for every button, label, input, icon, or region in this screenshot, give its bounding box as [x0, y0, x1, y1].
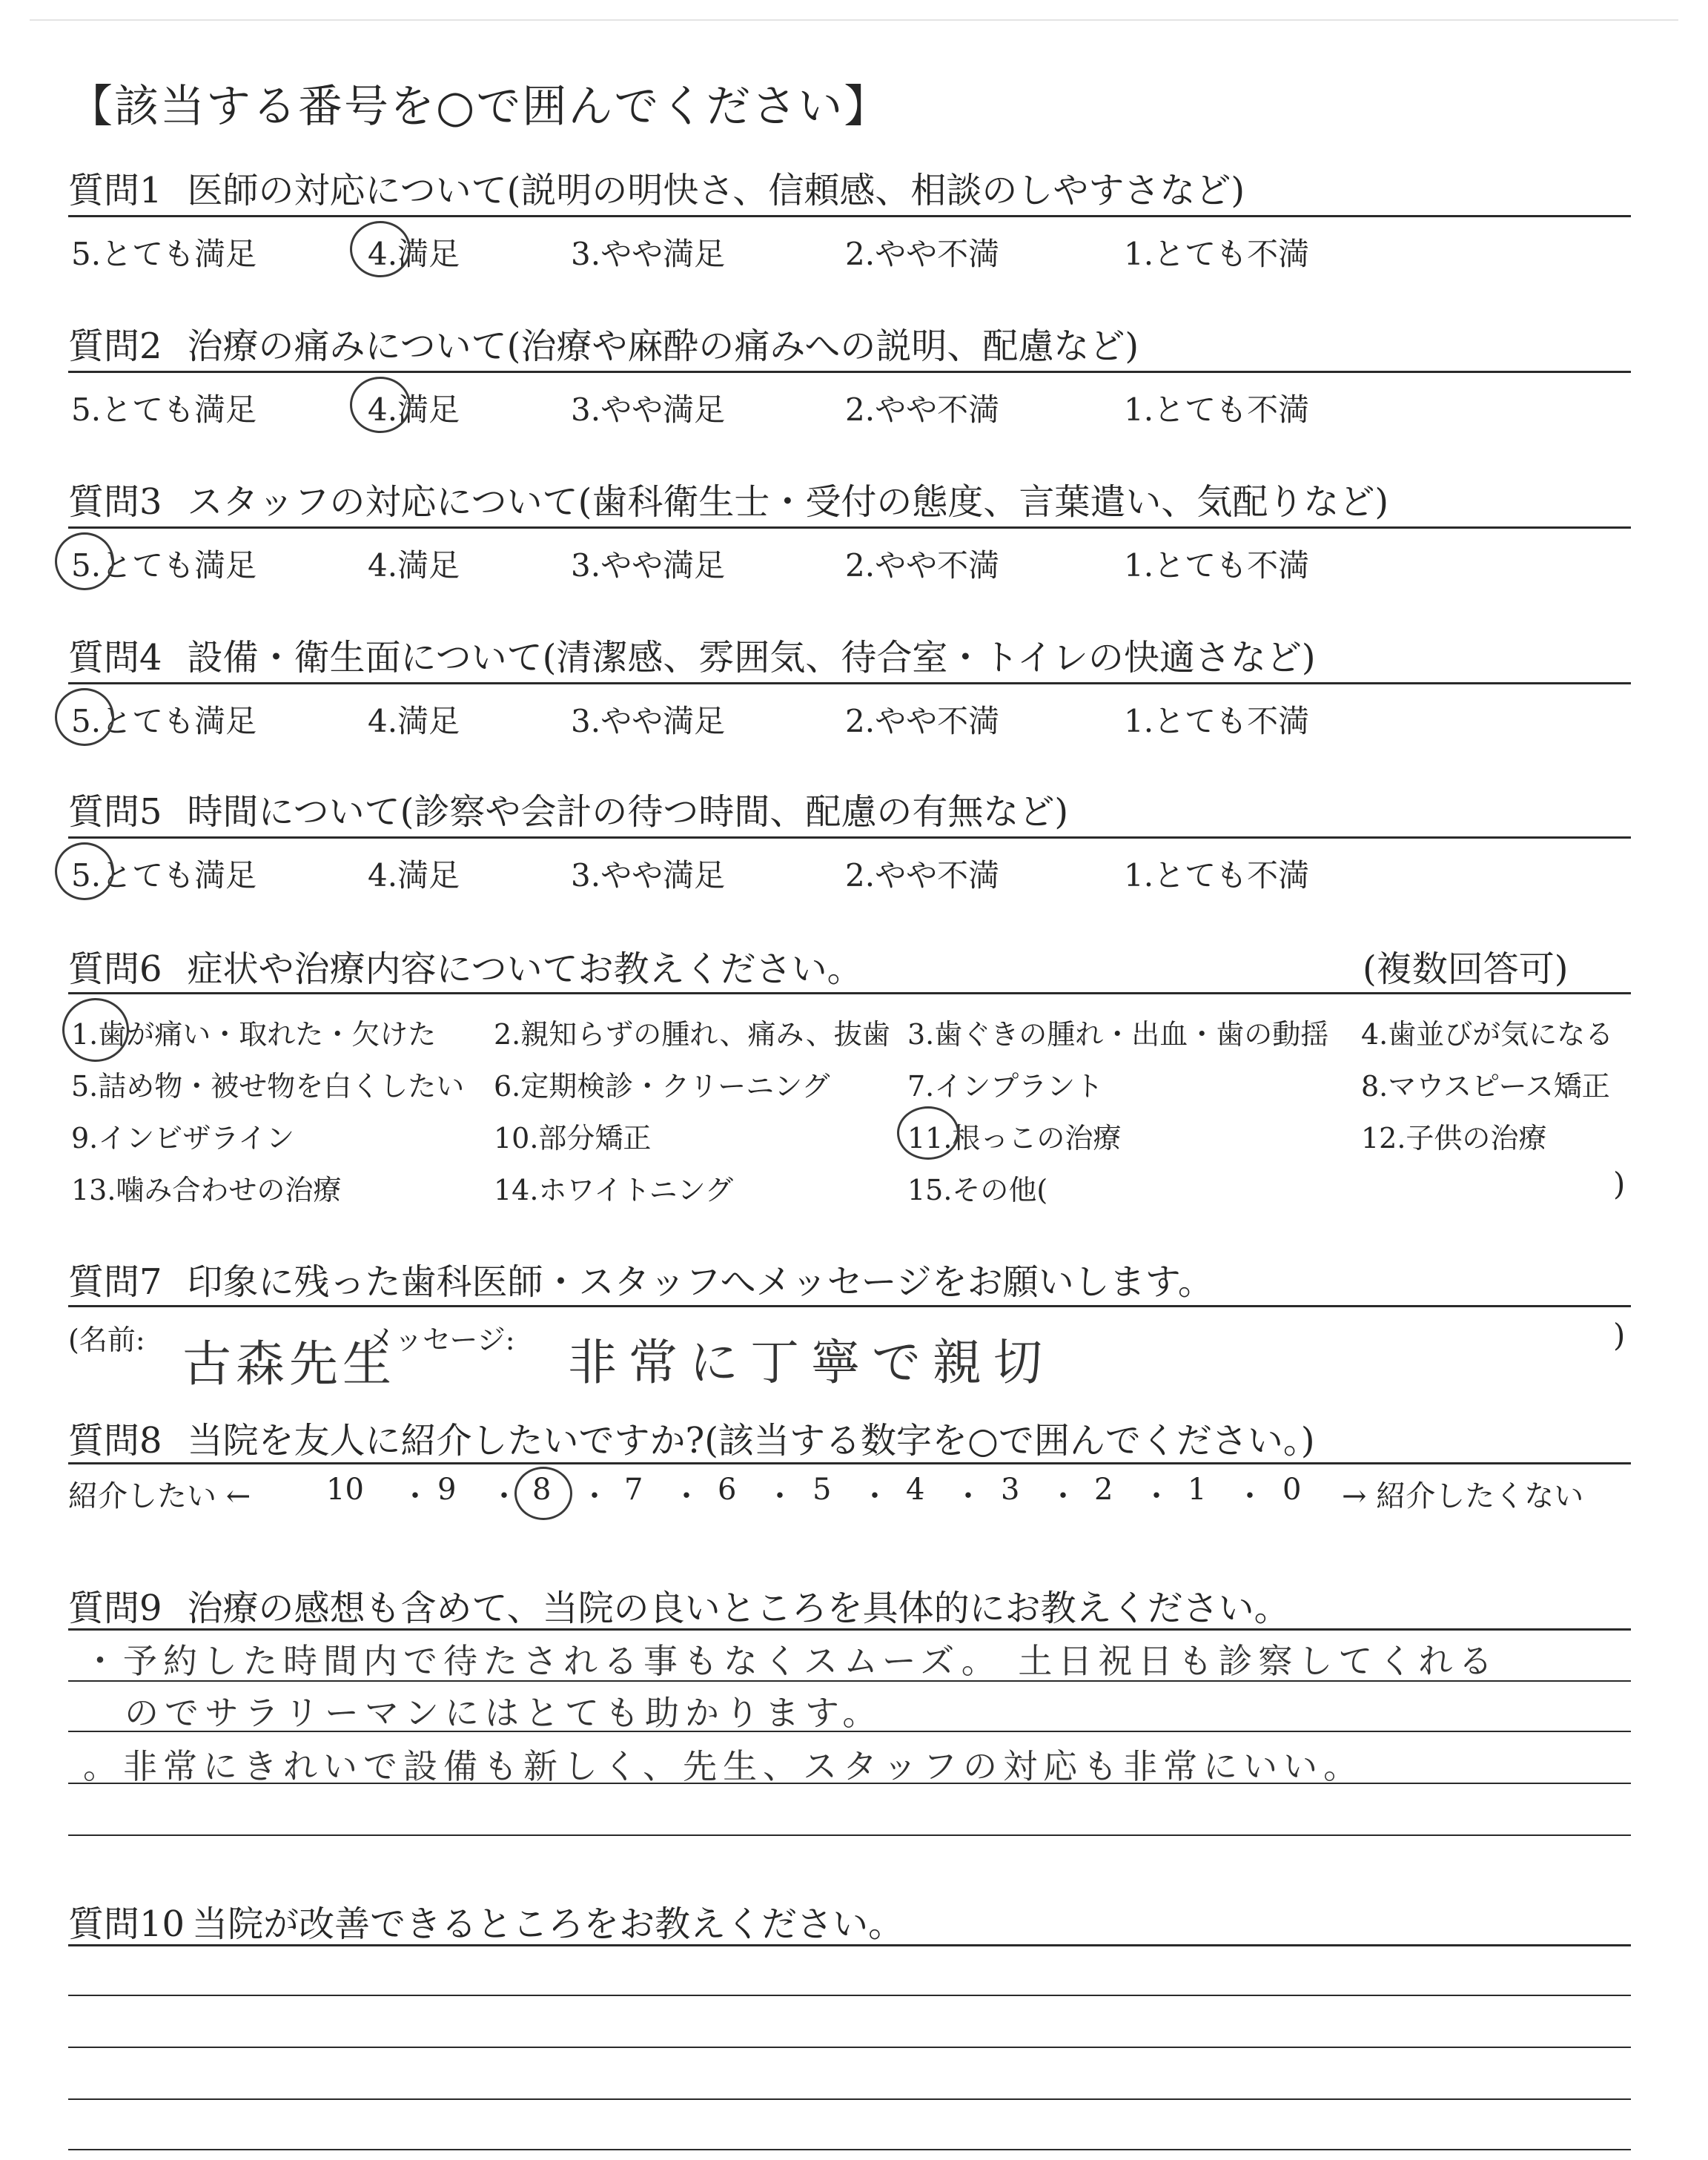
question-8-rule [68, 1462, 1631, 1464]
question-3-label: 質問3 [68, 481, 162, 523]
question-9-rule [68, 1628, 1631, 1631]
q9-answer-line-4 [68, 1834, 1631, 1836]
recommend-right-label: → 紹介したくない [1342, 1479, 1584, 1513]
q1-option-3[interactable]: 3.やや満足 [571, 236, 726, 272]
q9-answer-text-1[interactable]: ・予約した時間内で待たされる事もなくスムーズ。 土日祝日も診察してくれる [83, 1641, 1499, 1681]
scale-1[interactable]: 1 [1188, 1473, 1207, 1507]
q6-selection-circle-1 [62, 998, 129, 1062]
question-1-label: 質問1 [68, 170, 162, 211]
q6-option-14[interactable]: 14.ホワイトニング [494, 1174, 734, 1206]
question-3-rule [68, 526, 1631, 529]
q6-option-2[interactable]: 2.親知らずの腫れ、痛み、抜歯 [494, 1018, 890, 1051]
scale-dot: ・ [765, 1479, 795, 1513]
q1-option-4[interactable]: 4.満足 [368, 236, 460, 272]
q4-option-5[interactable]: 5.とても満足 [71, 703, 257, 739]
q4-selection-circle [55, 688, 114, 746]
message-value[interactable]: 非常に丁寧で親切 [568, 1334, 1054, 1391]
q2-selection-circle [350, 377, 411, 433]
q4-option-1[interactable]: 1.とても不満 [1124, 703, 1310, 739]
question-4-text: 設備・衛生面について(清潔感、雰囲気、待合室・トイレの快適さなど) [187, 637, 1316, 678]
scale-dot: ・ [1048, 1479, 1078, 1513]
question-2-rule [68, 371, 1631, 373]
q10-answer-line-4 [68, 2149, 1631, 2150]
scale-dot: ・ [1142, 1479, 1171, 1513]
scale-5[interactable]: 5 [812, 1473, 832, 1507]
q4-option-4[interactable]: 4.満足 [368, 703, 460, 739]
q6-option-5[interactable]: 5.詰め物・被せ物を白くしたい [71, 1070, 465, 1103]
q6-option-10[interactable]: 10.部分矯正 [494, 1122, 652, 1155]
name-value[interactable]: 古森先生 [182, 1335, 396, 1393]
question-8-text: 当院を友人に紹介したいですか?(該当する数字を○で囲んでください。) [187, 1420, 1315, 1462]
question-10-text: 当院が改善できるところをお教えください。 [192, 1903, 904, 1945]
question-5-label: 質問5 [68, 791, 162, 833]
q6-option-15[interactable]: 15.その他( [907, 1174, 1048, 1206]
q6-option-7[interactable]: 7.インプラント [907, 1070, 1104, 1103]
q5-option-1[interactable]: 1.とても不満 [1124, 857, 1310, 894]
question-10-label: 質問10 [68, 1903, 185, 1945]
q1-option-2[interactable]: 2.やや不満 [845, 236, 1000, 272]
q3-selection-circle [55, 532, 114, 590]
q2-option-3[interactable]: 3.やや満足 [571, 392, 726, 428]
q6-option-13[interactable]: 13.噛み合わせの治療 [71, 1174, 342, 1206]
question-4-title [68, 629, 1316, 680]
q2-option-4[interactable]: 4.満足 [368, 392, 460, 428]
q6-option-6[interactable]: 6.定期検診・クリーニング [494, 1070, 830, 1103]
question-2-label: 質問2 [68, 326, 162, 367]
question-6-rule [68, 992, 1631, 994]
q10-answer-line-2 [68, 2047, 1631, 2048]
name-label: (名前: [68, 1324, 145, 1356]
question-6-title [68, 940, 863, 991]
scale-10[interactable]: 10 [326, 1473, 364, 1507]
q3-option-4[interactable]: 4.満足 [368, 547, 460, 584]
q6-option-3[interactable]: 3.歯ぐきの腫れ・出血・歯の動揺 [907, 1018, 1329, 1051]
q10-answer-line-3 [68, 2098, 1631, 2100]
question-6-text: 症状や治療内容についてお教えください。 [187, 948, 863, 990]
question-7-label: 質問7 [68, 1261, 162, 1303]
question-9-label: 質問9 [68, 1588, 162, 1629]
scale-4[interactable]: 4 [906, 1473, 925, 1507]
q5-option-3[interactable]: 3.やや満足 [571, 857, 726, 894]
scale-6[interactable]: 6 [718, 1473, 737, 1507]
question-4-rule [68, 682, 1631, 684]
question-1-rule [68, 215, 1631, 217]
message-close-paren: ) [1613, 1317, 1626, 1353]
question-4-label: 質問4 [68, 637, 162, 678]
q5-selection-circle [55, 842, 114, 900]
scale-2[interactable]: 2 [1094, 1473, 1113, 1507]
question-3-text: スタッフの対応について(歯科衛生士・受付の態度、言葉遣い、気配りなど) [187, 481, 1389, 523]
q2-option-2[interactable]: 2.やや不満 [845, 392, 1000, 428]
question-7-text: 印象に残った歯科医師・スタッフへメッセージをお願いします。 [187, 1261, 1214, 1303]
scale-dot: ・ [672, 1479, 701, 1513]
q9-answer-text-3[interactable]: 。非常にきれいで設備も新しく、先生、スタッフの対応も非常にいい。 [83, 1746, 1364, 1786]
question-8-label: 質問8 [68, 1420, 162, 1462]
scale-dot: ・ [489, 1479, 519, 1513]
question-3-title [68, 473, 1388, 524]
q6-option-1[interactable]: 1.歯が痛い・取れた・欠けた [71, 1018, 437, 1051]
question-7-title [68, 1253, 1214, 1304]
question-9-title [68, 1579, 1290, 1631]
q1-option-5[interactable]: 5.とても満足 [71, 236, 257, 272]
q6-option-11[interactable]: 11.根っこの治療 [907, 1122, 1122, 1155]
top-border [30, 19, 1678, 21]
q3-option-2[interactable]: 2.やや不満 [845, 547, 1000, 584]
q5-option-5[interactable]: 5.とても満足 [71, 857, 257, 894]
q10-answer-line-1 [68, 1995, 1631, 1996]
q2-option-5[interactable]: 5.とても満足 [71, 392, 257, 428]
q9-answer-text-2[interactable]: のでサラリーマンにはとても助かります。 [125, 1693, 883, 1733]
question-1-title [68, 162, 1245, 213]
q2-option-1[interactable]: 1.とても不満 [1124, 392, 1310, 428]
scale-dot: ・ [1235, 1479, 1265, 1513]
recommend-left-label: 紹介したい ← [68, 1479, 251, 1513]
message-label: メッセージ: [366, 1324, 515, 1356]
q6-other-close-paren: ) [1613, 1166, 1626, 1202]
question-8-title [68, 1412, 1315, 1463]
scale-3[interactable]: 3 [1001, 1473, 1020, 1507]
q4-option-3[interactable]: 3.やや満足 [571, 703, 726, 739]
scale-dot: ・ [860, 1479, 890, 1513]
q6-option-8[interactable]: 8.マウスピース矯正 [1361, 1070, 1610, 1103]
question-6-label: 質問6 [68, 948, 162, 990]
question-5-rule [68, 836, 1631, 839]
q4-option-2[interactable]: 2.やや不満 [845, 703, 1000, 739]
q6-selection-circle-11 [897, 1106, 959, 1160]
question-9-text: 治療の感想も含めて、当院の良いところを具体的にお教えください。 [187, 1588, 1290, 1629]
multiple-answer-note: (複数回答可) [1363, 948, 1569, 990]
scale-7[interactable]: 7 [624, 1473, 643, 1507]
scale-9[interactable]: 9 [437, 1473, 457, 1507]
scale-8[interactable]: 8 [532, 1473, 552, 1507]
question-10-title [68, 1895, 904, 1946]
question-10-rule [68, 1944, 1631, 1946]
scale-dot: ・ [400, 1479, 430, 1513]
q3-option-5[interactable]: 5.とても満足 [71, 547, 257, 584]
question-2-text: 治療の痛みについて(治療や麻酔の痛みへの説明、配慮など) [187, 326, 1139, 367]
q8-selection-circle [514, 1467, 572, 1520]
question-5-text: 時間について(診察や会計の待つ時間、配慮の有無など) [187, 791, 1069, 833]
q3-option-1[interactable]: 1.とても不満 [1124, 547, 1310, 584]
q6-option-9[interactable]: 9.インビザライン [71, 1122, 295, 1155]
q5-option-4[interactable]: 4.満足 [368, 857, 460, 894]
q6-option-4[interactable]: 4.歯並びが気になる [1361, 1018, 1614, 1051]
q5-option-2[interactable]: 2.やや不満 [845, 857, 1000, 894]
page-title: 【該当する番号を○で囲んでください】 [68, 81, 890, 133]
scale-0[interactable]: 0 [1282, 1473, 1302, 1507]
q6-option-12[interactable]: 12.子供の治療 [1361, 1122, 1547, 1155]
scale-dot: ・ [953, 1479, 983, 1513]
question-7-rule [68, 1305, 1631, 1307]
question-5-title [68, 783, 1068, 834]
question-2-title [68, 317, 1139, 369]
q3-option-3[interactable]: 3.やや満足 [571, 547, 726, 584]
question-1-text: 医師の対応について(説明の明快さ、信頼感、相談のしやすさなど) [187, 170, 1245, 211]
q1-selection-circle [350, 221, 411, 277]
scale-dot: ・ [580, 1479, 609, 1513]
q1-option-1[interactable]: 1.とても不満 [1124, 236, 1310, 272]
